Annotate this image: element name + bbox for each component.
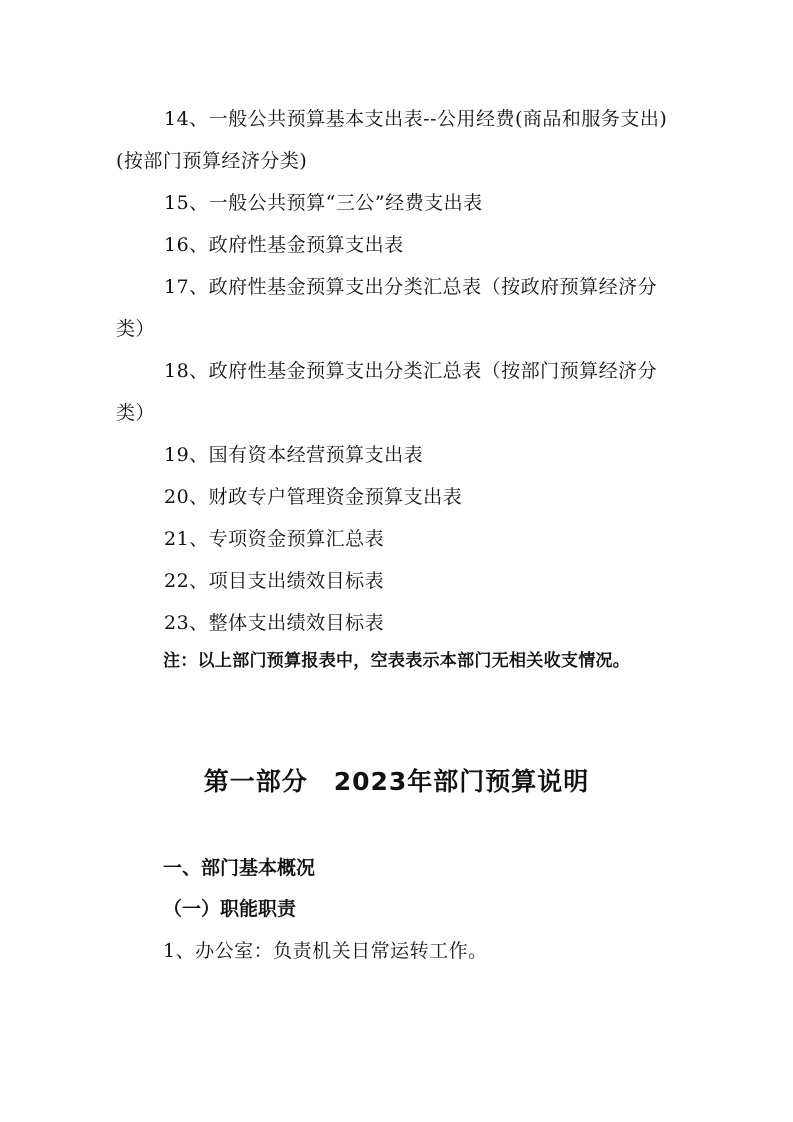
list-item: 14、一般公共预算基本支出表--公用经费(商品和服务支出)(按部门预算经济分类) [116,108,668,172]
list-item: 19、国有资本经营预算支出表 [164,444,424,466]
sub-heading: （一）职能职责 [163,898,297,920]
list-item: 17、政府性基金预算支出分类汇总表（按政府预算经济分类） [116,276,658,340]
table-note: 注：以上部门预算报表中，空表表示本部门无相关收支情况。 [163,651,631,671]
part-title [0,762,793,802]
list-item: 23、整体支出绩效目标表 [164,612,385,634]
list-item: 15、一般公共预算“三公”经费支出表 [164,192,483,214]
list-item: 22、项目支出绩效目标表 [164,570,385,592]
part-title-text: 2023年部门预算说明 [333,767,590,796]
report-list [116,98,681,644]
part-label: 第一部分 [203,767,308,796]
body-paragraph: 1、办公室：负责机关日常运转工作。 [163,940,488,962]
section-heading: 一、部门基本概况 [163,857,316,879]
list-item: 20、财政专户管理资金预算支出表 [164,486,463,508]
list-item: 16、政府性基金预算支出表 [164,234,404,256]
list-item: 18、政府性基金预算支出分类汇总表（按部门预算经济分类） [116,360,658,424]
list-item: 21、专项资金预算汇总表 [164,528,385,550]
